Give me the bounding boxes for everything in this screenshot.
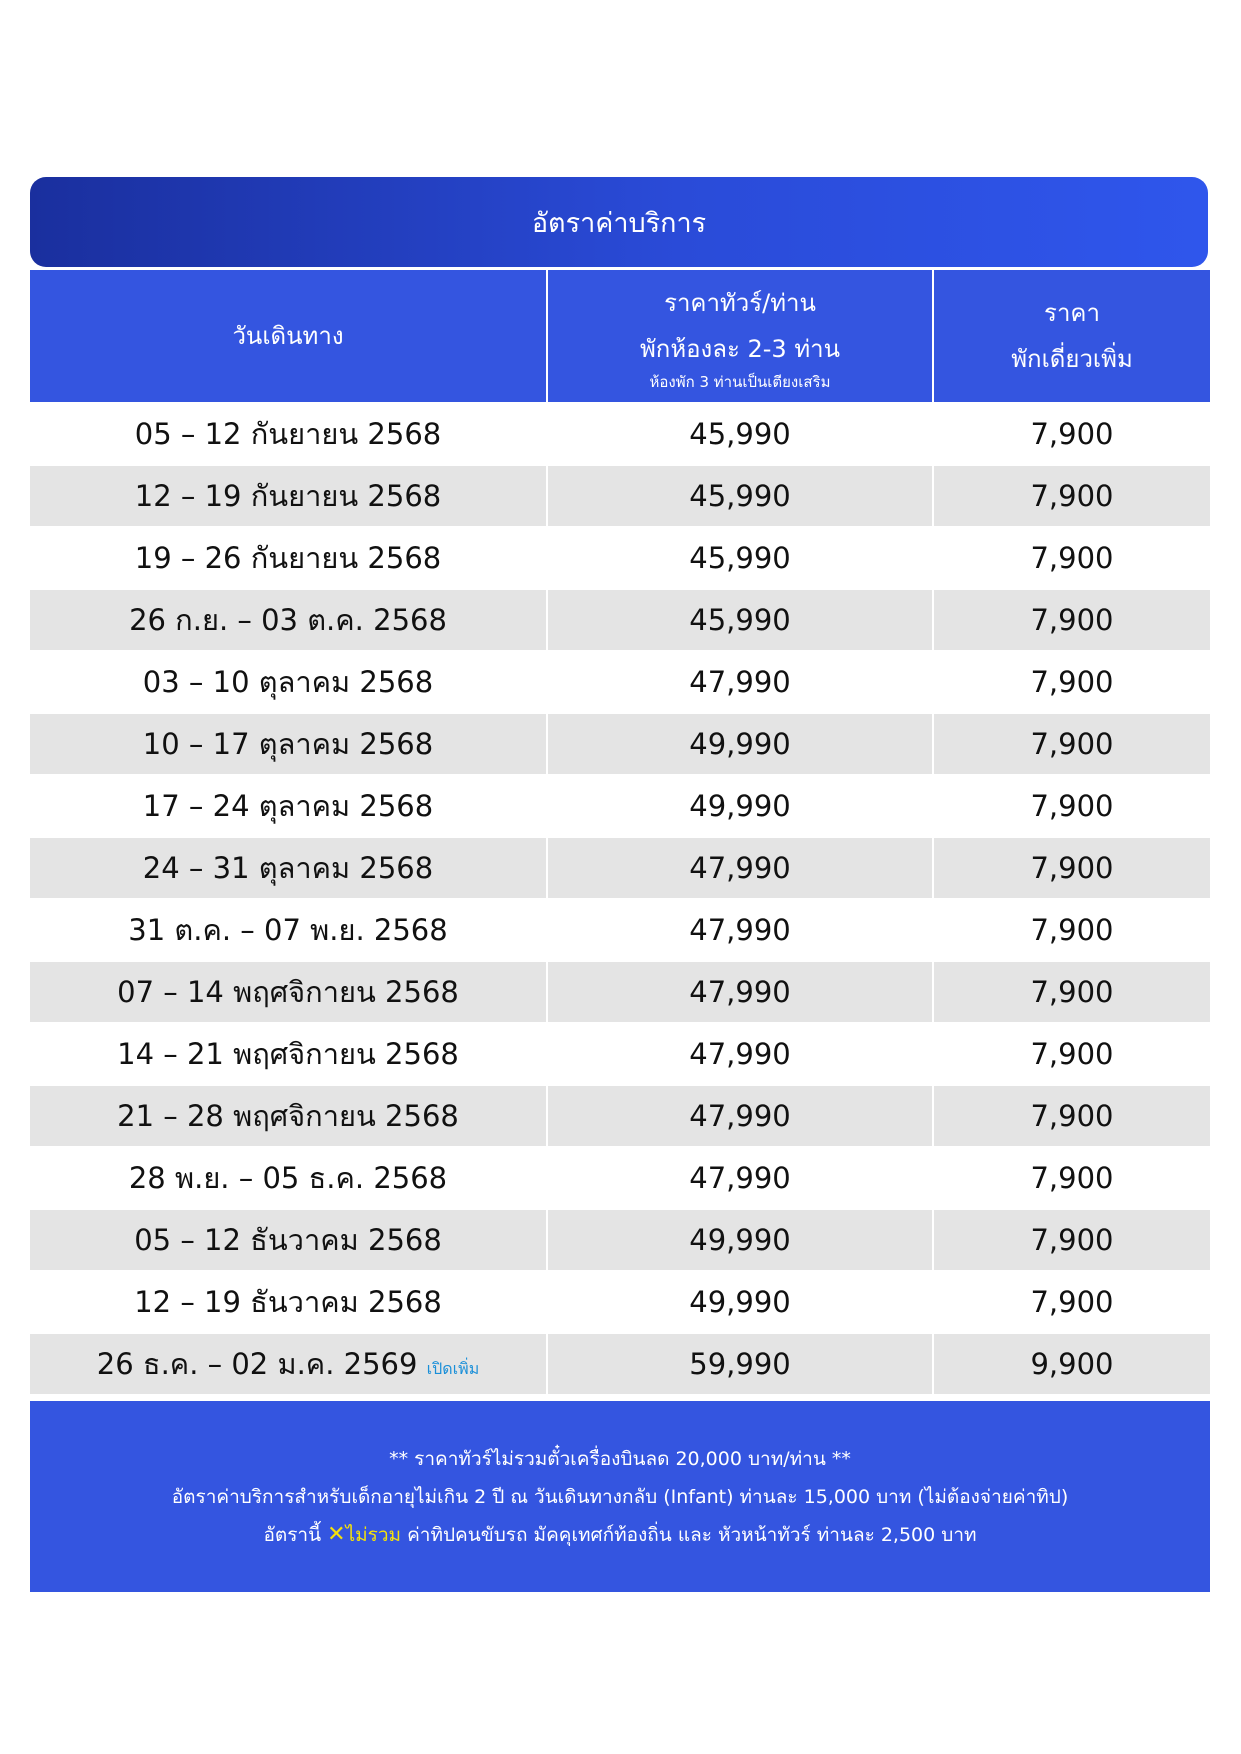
single-supplement-price: 7,900 <box>933 1271 1210 1333</box>
header-single-line1: ราคา <box>1044 299 1100 327</box>
tour-price: 47,990 <box>547 899 933 961</box>
travel-date-cell <box>30 527 547 589</box>
single-supplement-price: 7,900 <box>933 961 1210 1023</box>
single-supplement-price: 7,900 <box>933 713 1210 775</box>
tour-price: 47,990 <box>547 1085 933 1147</box>
table-row <box>30 1271 1210 1333</box>
tour-price: 49,990 <box>547 1271 933 1333</box>
single-supplement-price: 7,900 <box>933 651 1210 713</box>
footer-excludes-prefix: อัตรานี้ <box>263 1523 322 1546</box>
single-supplement-price: 7,900 <box>933 837 1210 899</box>
table-row <box>30 651 1210 713</box>
single-supplement-price: 7,900 <box>933 589 1210 651</box>
travel-date-cell <box>30 465 547 527</box>
table-row <box>30 589 1210 651</box>
travel-date-cell <box>30 1147 547 1209</box>
travel-date-cell <box>30 651 547 713</box>
footer-note-flight: ** ราคาทัวร์ไม่รวมตั๋วเครื่องบินลด 20,000 บาท/ท่าน ** <box>389 1447 851 1470</box>
travel-date: 17 – 24 ตุลาคม 2568 <box>142 789 434 823</box>
travel-date-cell <box>30 1085 547 1147</box>
single-supplement-price: 7,900 <box>933 1209 1210 1271</box>
table-row <box>30 775 1210 837</box>
tour-price: 49,990 <box>547 775 933 837</box>
table-row <box>30 899 1210 961</box>
travel-date: 19 – 26 กันยายน 2568 <box>134 541 442 575</box>
travel-date-cell <box>30 899 547 961</box>
single-supplement-price: 7,900 <box>933 403 1210 465</box>
travel-date: 31 ต.ค. – 07 พ.ย. 2568 <box>128 913 448 947</box>
single-supplement-price: 9,900 <box>933 1333 1210 1394</box>
tour-price: 45,990 <box>547 527 933 589</box>
travel-date-cell <box>30 1333 547 1394</box>
travel-date: 24 – 31 ตุลาคม 2568 <box>142 851 434 885</box>
travel-date: 26 ธ.ค. – 02 ม.ค. 2569 <box>96 1347 418 1381</box>
table-row <box>30 1147 1210 1209</box>
tour-price: 47,990 <box>547 1147 933 1209</box>
table-row <box>30 961 1210 1023</box>
travel-date-cell <box>30 589 547 651</box>
header-single-supplement <box>933 270 1210 403</box>
travel-date: 28 พ.ย. – 05 ธ.ค. 2568 <box>128 1161 448 1195</box>
cross-icon: ✕ <box>327 1521 346 1547</box>
travel-date-cell <box>30 837 547 899</box>
tour-price: 45,990 <box>547 465 933 527</box>
travel-date: 05 – 12 ธันวาคม 2568 <box>134 1223 442 1257</box>
table-row <box>30 527 1210 589</box>
travel-date: 07 – 14 พฤศจิกายน 2568 <box>117 975 459 1009</box>
table-row <box>30 1209 1210 1271</box>
single-supplement-price: 7,900 <box>933 1147 1210 1209</box>
single-supplement-price: 7,900 <box>933 465 1210 527</box>
travel-date-cell <box>30 713 547 775</box>
header-tour-price-note: ห้องพัก 3 ท่านเป็นเตียงเสริม <box>649 373 831 391</box>
table-header-row <box>30 270 1210 403</box>
travel-date-cell <box>30 961 547 1023</box>
added-date-badge: เปิดเพิ่ม <box>426 1359 480 1378</box>
table-row <box>30 837 1210 899</box>
tour-price: 47,990 <box>547 651 933 713</box>
tour-price: 59,990 <box>547 1333 933 1394</box>
header-tour-price <box>547 270 933 403</box>
tour-price: 47,990 <box>547 837 933 899</box>
title-text: อัตราค่าบริการ <box>531 207 707 239</box>
table-row <box>30 713 1210 775</box>
footer-note-infant: อัตราค่าบริการสำหรับเด็กอายุไม่เกิน 2 ปี ณ วันเดินทางกลับ (Infant) ท่านละ 15,000 บาท (ไม่ต้องจ่ายค่าทิป) <box>171 1485 1069 1508</box>
travel-date: 03 – 10 ตุลาคม 2568 <box>142 665 434 699</box>
table-row <box>30 1023 1210 1085</box>
travel-date: 10 – 17 ตุลาคม 2568 <box>142 727 434 761</box>
single-supplement-price: 7,900 <box>933 899 1210 961</box>
header-travel-date-label: วันเดินทาง <box>232 322 344 350</box>
single-supplement-price: 7,900 <box>933 1023 1210 1085</box>
table-row <box>30 1333 1210 1394</box>
header-tour-price-line1: ราคาทัวร์/ท่าน <box>664 289 816 317</box>
footer-excludes-label: ไม่รวม <box>345 1523 402 1546</box>
header-single-line2: พักเดี่ยวเพิ่ม <box>1011 345 1133 373</box>
header-tour-price-line2: พักห้องละ 2-3 ท่าน <box>639 335 841 363</box>
price-table <box>30 270 1210 1394</box>
travel-date-cell <box>30 1209 547 1271</box>
footer-note-excludes <box>263 1516 976 1554</box>
tour-price: 47,990 <box>547 1023 933 1085</box>
travel-date-cell <box>30 1023 547 1085</box>
travel-date: 12 – 19 ธันวาคม 2568 <box>134 1285 442 1319</box>
travel-date-cell <box>30 1271 547 1333</box>
tour-price: 45,990 <box>547 589 933 651</box>
header-travel-date <box>30 270 547 403</box>
single-supplement-price: 7,900 <box>933 775 1210 837</box>
price-table-title <box>30 177 1208 267</box>
travel-date: 12 – 19 กันยายน 2568 <box>134 479 442 513</box>
tour-price: 49,990 <box>547 713 933 775</box>
travel-date: 05 – 12 กันยายน 2568 <box>134 417 442 451</box>
tour-price: 45,990 <box>547 403 933 465</box>
travel-date: 26 ก.ย. – 03 ต.ค. 2568 <box>129 603 447 637</box>
table-row <box>30 1085 1210 1147</box>
table-row <box>30 465 1210 527</box>
footer-excludes-detail: ค่าทิปคนขับรถ มัคคุเทศก์ท้องถิ่น และ หัวหน้าทัวร์ ท่านละ 2,500 บาท <box>407 1523 977 1546</box>
travel-date-cell <box>30 775 547 837</box>
travel-date: 14 – 21 พฤศจิกายน 2568 <box>117 1037 459 1071</box>
tour-price: 49,990 <box>547 1209 933 1271</box>
travel-date: 21 – 28 พฤศจิกายน 2568 <box>117 1099 459 1133</box>
tour-price: 47,990 <box>547 961 933 1023</box>
single-supplement-price: 7,900 <box>933 527 1210 589</box>
table-row <box>30 403 1210 465</box>
footer-notes <box>30 1401 1210 1592</box>
single-supplement-price: 7,900 <box>933 1085 1210 1147</box>
travel-date-cell <box>30 403 547 465</box>
